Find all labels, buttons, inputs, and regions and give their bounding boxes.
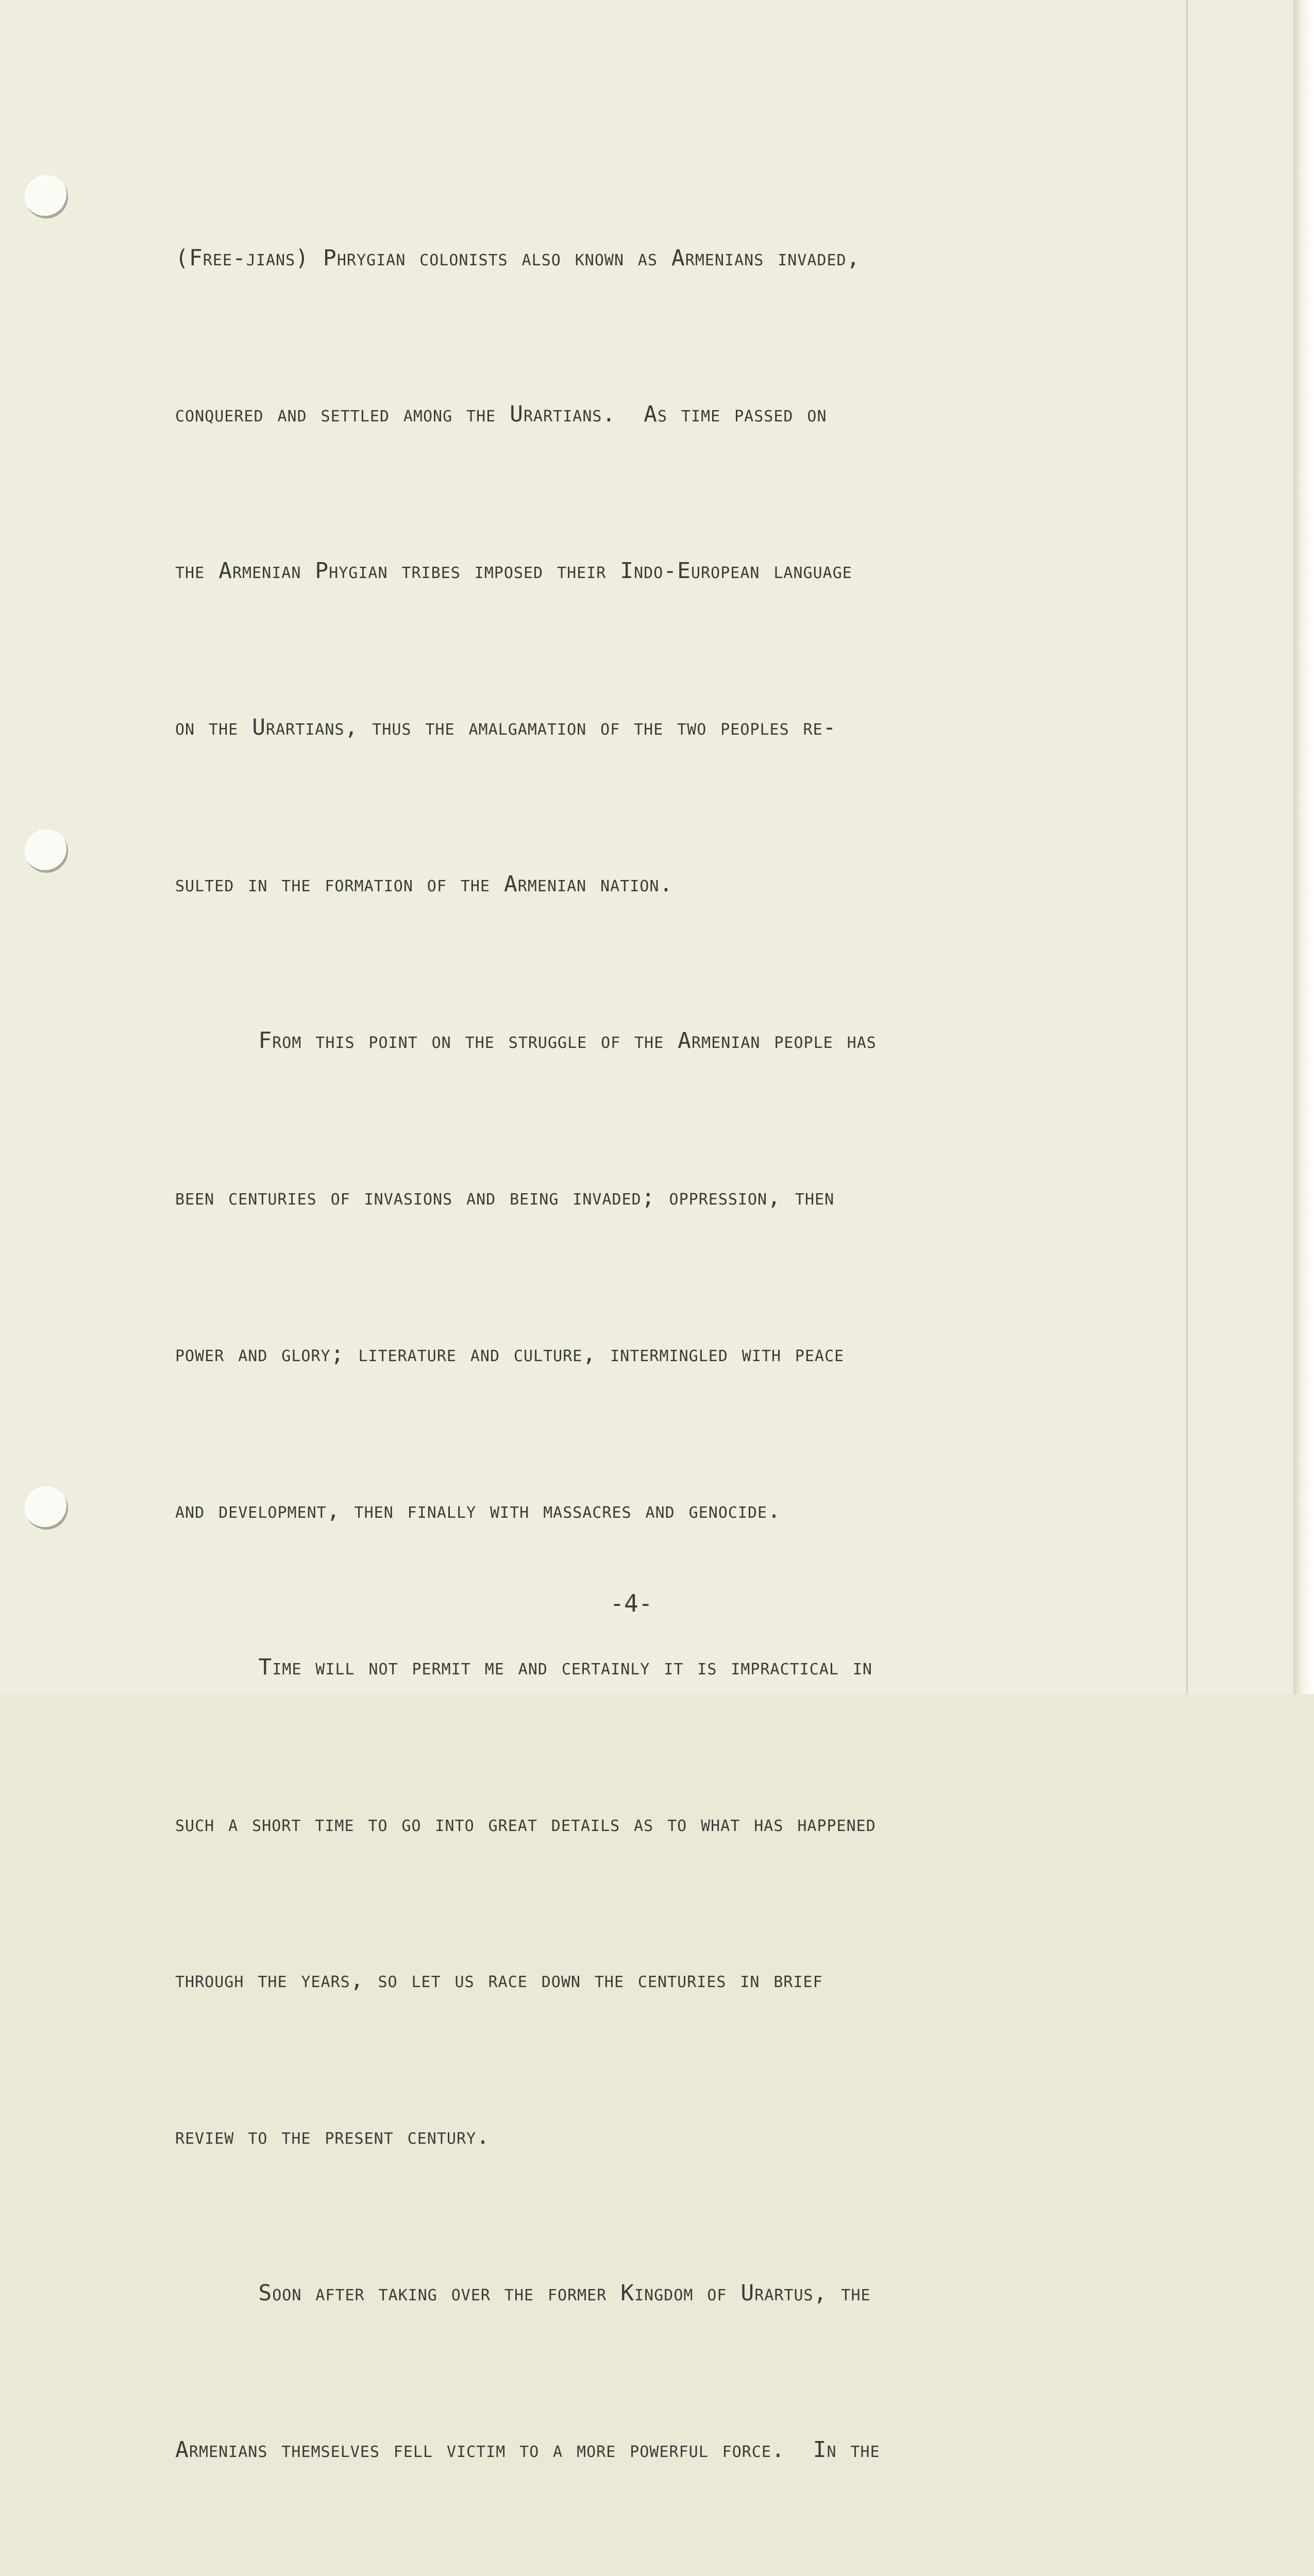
page-edge — [1293, 0, 1314, 1694]
binder-hole-bottom — [25, 1486, 68, 1530]
text-line: the Armenian Phygian tribes imposed their Indo-European language — [175, 558, 852, 584]
text-line: review to the present century. — [175, 2124, 490, 2150]
text-line: power and glory; literature and culture, intermingled with peace — [175, 1341, 845, 1367]
page-number: -4- — [610, 1589, 653, 1617]
text-line: been centuries of invasions and being invaded; oppression, then — [175, 1184, 835, 1210]
text-line: conquered and settled among the Urartians. As time passed on — [175, 401, 827, 428]
text-line: (Free-jians) Phrygian colonists also known as Armenians invaded, — [175, 245, 861, 271]
text-line: and development, then finally with massacres and genocide. — [175, 1497, 782, 1523]
text-line: sulted in the formation of the Armenian nation. — [175, 871, 673, 897]
text-line: Time will not permit me and certainly it is impractical in — [175, 1654, 872, 1680]
typed-text-body — [175, 128, 1201, 2576]
binder-hole-top — [25, 175, 68, 218]
text-line: on the Urartians, thus the amalgamation of the two peoples re- — [175, 715, 837, 741]
text-line: From this point on the struggle of the Armenian people has — [175, 1028, 877, 1054]
text-line: such a short time to go into great details as to what has happened — [175, 1810, 876, 1837]
binder-hole-middle — [25, 829, 68, 873]
text-line: Armenians themselves fell victim to a more powerful force. In the — [175, 2437, 880, 2463]
text-line: Soon after taking over the former Kingdom of Urartus, the — [175, 2280, 871, 2307]
text-line: through the years, so let us race down the centuries in brief — [175, 1967, 823, 1993]
